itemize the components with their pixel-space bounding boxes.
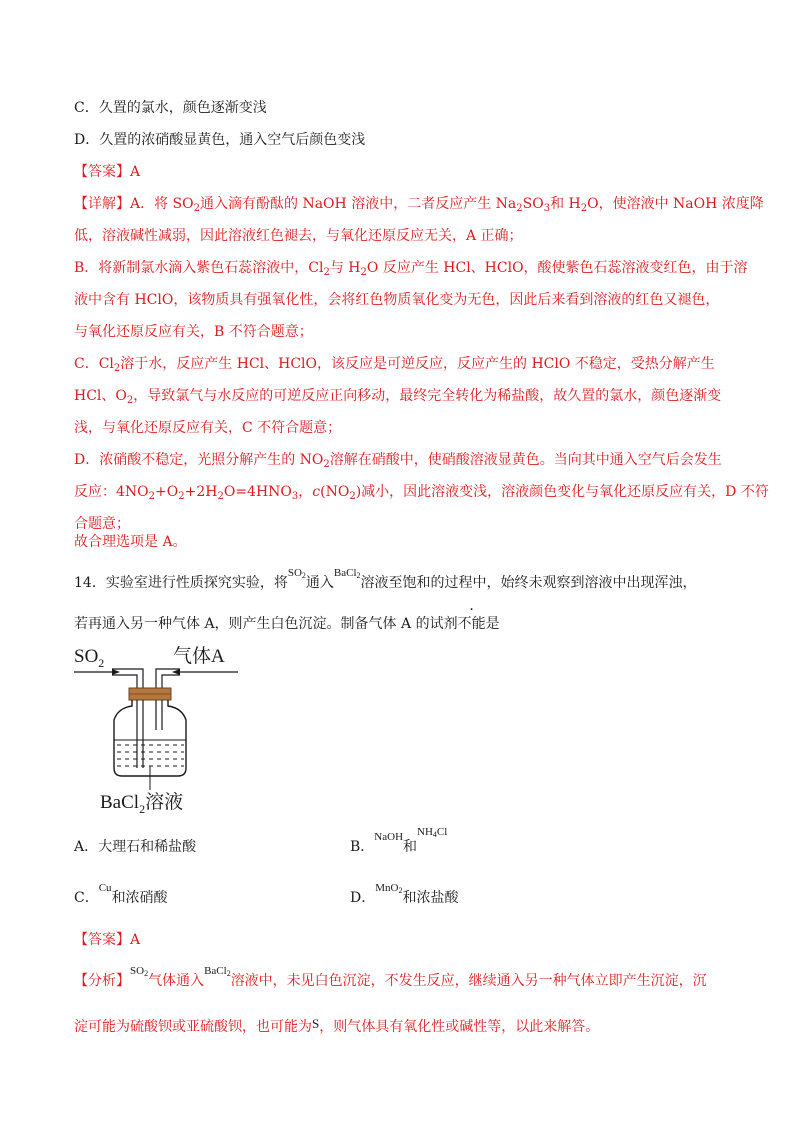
- explain-a-line-1: 【详解】A．将 $SO_2$通入滴有酚酞的 NaOH 溶液中，二者反应产生 $Na_2SO_3$和 $H_2O$，使溶液中 NaOH 浓度降: [74, 196, 764, 214]
- explain-d-line-3: 合题意；: [74, 516, 130, 532]
- explain-a-line-2: 低，溶液碱性减弱，因此溶液红色褪去，与氧化还原反应无关，A 正确；: [74, 228, 523, 244]
- explain-conclusion: 故合理选项是 A。: [74, 534, 187, 550]
- q14-stem-line-1: 14．实验室进行性质探究实验，将$^{SO_2}$通入$^{BaCl_2}$溶液至饱和的过程中，始终未观察到溶液中出现浑浊，: [74, 567, 697, 591]
- q14-analysis-line-2: 淀可能为硫酸钡或亚硫酸钡，也可能为S，则气体具有氧化性或碱性等，以此来解答。: [74, 1016, 600, 1035]
- explain-c-line-3: 浅，与氧化还原反应有关，C 不符合题意；: [74, 420, 342, 436]
- apparatus-figure: [68, 640, 268, 815]
- figure-label-bacl2: BaCl$_2$溶液: [100, 791, 184, 815]
- explain-b-line-2: 液中含有 HClO，该物质具有强氧化性，会将红色物质氧化变为无色，因此后来看到溶液的红色又褪色，: [74, 292, 720, 308]
- explain-b-line-3: 与氧化还原反应有关，B 不符合题意；: [74, 324, 313, 340]
- q14-option-b[interactable]: B．$^{NaOH}$和$^{NH_4Cl}$: [350, 826, 448, 855]
- bottle: [114, 700, 186, 776]
- formula-nh4cl: NH4Cl: [417, 826, 448, 839]
- prev-option-c: C．久置的氯水，颜色逐渐变浅: [74, 100, 267, 116]
- formula-mno2: MnO2: [375, 882, 403, 895]
- q14-option-a[interactable]: A．大理石和稀盐酸: [74, 839, 197, 855]
- formula-s: S: [312, 1016, 320, 1031]
- formula-bacl2: BaCl2: [204, 965, 231, 978]
- figure-label-so2: $SO_2$: [74, 646, 105, 670]
- q14-option-c[interactable]: C．$^{Cu}$和浓硝酸: [74, 882, 168, 906]
- figure-label-gas-a: 气体A: [173, 646, 225, 667]
- formula-so2: SO2: [130, 965, 149, 978]
- explain-c-line-2: HCl、$O_2$，导致氯气与水反应的可逆反应正向移动，最终完全转化为稀盐酸，故久置的氯水，颜色逐渐变: [74, 388, 722, 406]
- answer-tag: 【答案】: [74, 164, 130, 180]
- q13-answer: [74, 163, 140, 181]
- formula-bacl2: BaCl2: [333, 567, 361, 580]
- prev-option-d: D．久置的浓硝酸显黄色，通入空气后颜色变浅: [74, 132, 366, 148]
- question-number: 14．: [74, 575, 106, 591]
- explain-tag: 【详解】: [74, 196, 130, 212]
- explain-d-line-2: 反应：$4NO_2+O_2+2H_2O=4HNO_3$，$c(NO_2)$减小，因此溶液变浅，溶液颜色变化与氧化还原反应有关，D 不符: [74, 484, 769, 502]
- q14-option-d[interactable]: D．$^{MnO_2}$和浓盐酸: [350, 882, 459, 906]
- explain-c-line-1: C．$Cl_2$溶于水，反应产生 HCl、HClO，该反应是可逆反应，反应产生的 HClO 不稳定，受热分解产生: [74, 356, 715, 374]
- formula-cu: Cu: [98, 882, 112, 894]
- q14-analysis-line-1: 【分析】$^{SO_2}$气体通入$^{BaCl_2}$溶液中，未见白色沉淀，不发生反应，继续通入另一种气体立即产生沉淀，沉: [74, 965, 707, 989]
- analysis-tag: 【分析】: [74, 973, 130, 989]
- formula-naoh: NaOH: [374, 831, 404, 843]
- answer-tag: 【答案】: [74, 932, 130, 948]
- answer-value: A: [130, 932, 141, 948]
- q14-answer: [74, 931, 140, 949]
- q14-stem-line-2: 若再通入另一种气体 A，则产生白色沉淀。制备气体 A 的试剂不能是: [74, 616, 500, 632]
- explain-b-line-1: B．将新制氯水滴入紫色石蕊溶液中，$Cl_2$与 $H_2O$ 反应产生 HCl、HClO，酸使紫色石蕊溶液变红色，由于溶: [74, 260, 748, 278]
- formula-so2: SO2: [287, 567, 306, 580]
- explain-d-line-1: D．浓硝酸不稳定，光照分解产生的 $NO_2$溶解在硝酸中，使硝酸溶液显黄色。当向其中通入空气后会发生: [74, 452, 722, 470]
- answer-value: A: [130, 164, 141, 180]
- emphasis-not: 不能: [457, 616, 486, 632]
